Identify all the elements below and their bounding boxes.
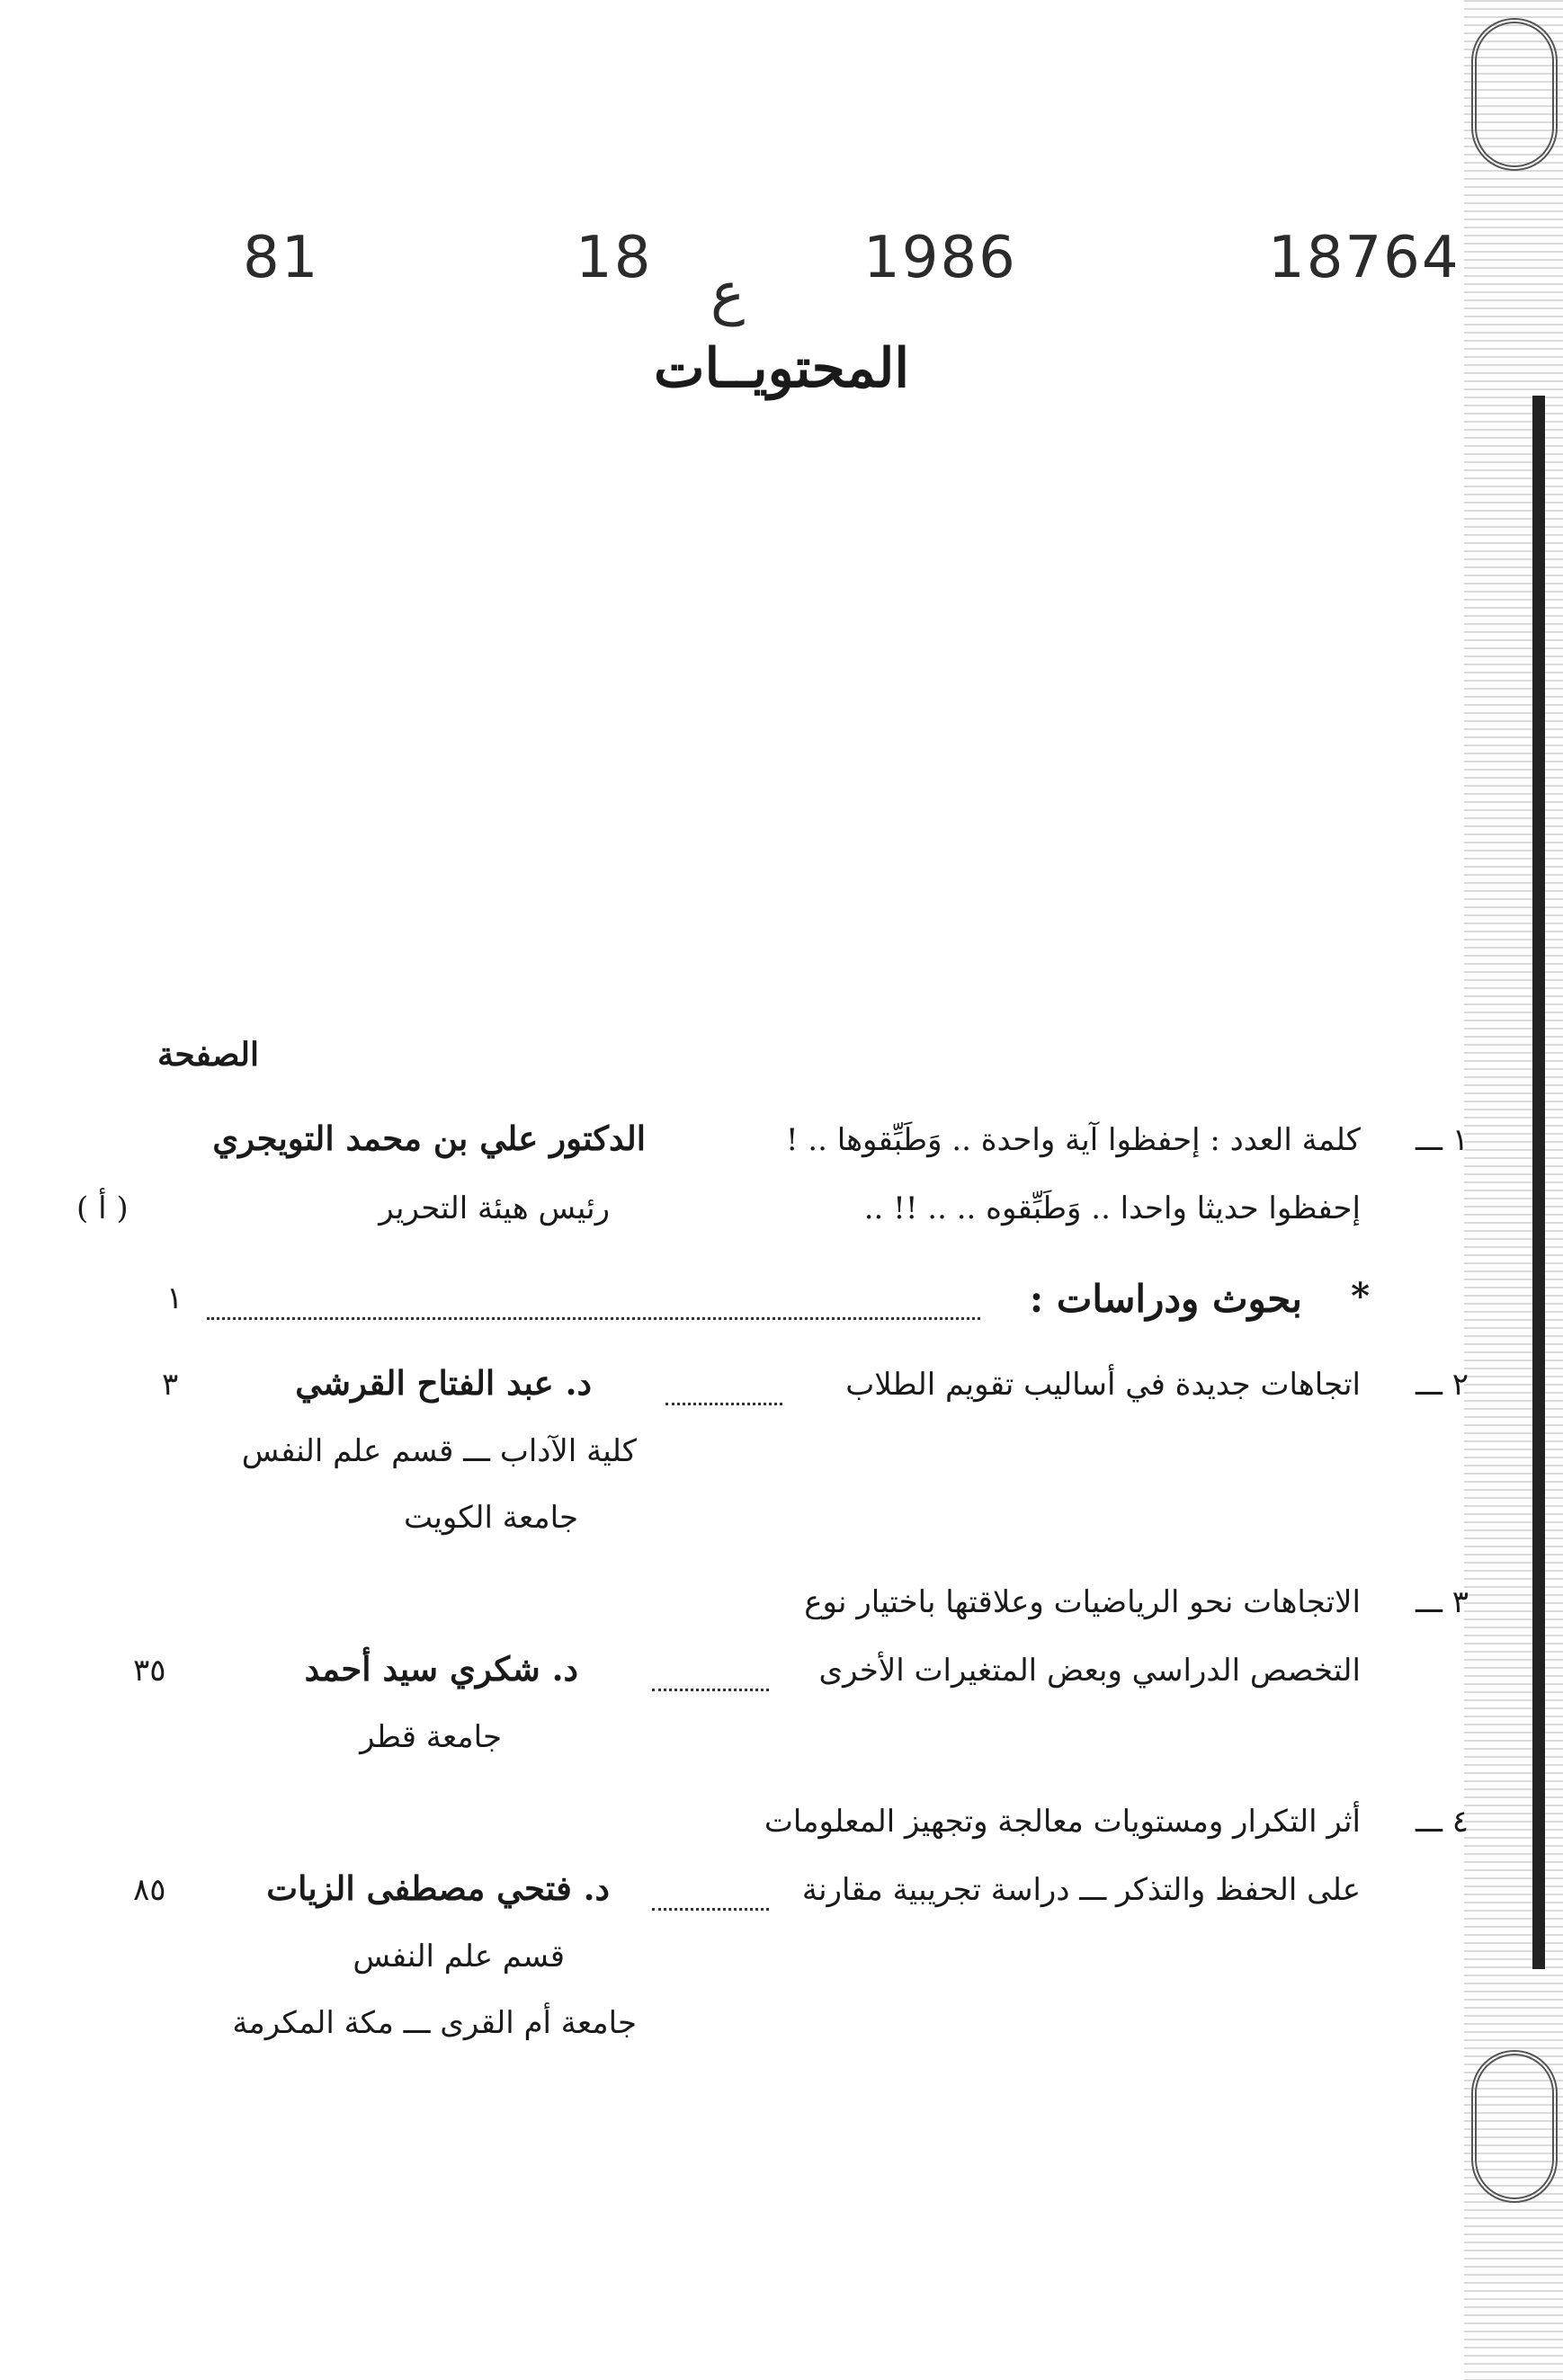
handwritten-number-3: 18 — [576, 225, 653, 291]
entry-3-page: ٣٥ — [133, 1653, 166, 1689]
handwritten-number-1: 18764 — [1268, 225, 1460, 291]
border-ornament-bottom — [1471, 2050, 1558, 2203]
contents-title: المحتويــات — [653, 337, 910, 400]
entry-2-author: د. عبد الفتاح القرشي — [295, 1363, 592, 1403]
entry-1-number: ١ ـــ — [1416, 1122, 1469, 1158]
entry-2-affiliation-1: كلية الآداب ـــ قسم علم النفس — [241, 1433, 637, 1469]
border-ornament-top — [1471, 18, 1558, 171]
entry-4-title-line2: على الحفظ والتذكر ـــ دراسة تجريبية مقارنة — [801, 1872, 1361, 1908]
section-page: ١ — [166, 1280, 183, 1316]
entry-2-leader-dots — [665, 1403, 782, 1405]
section-star: * — [1351, 1275, 1370, 1317]
section-leader-dots — [207, 1317, 980, 1320]
entry-1-title-line1: كلمة العدد : إحفظوا آية واحدة .. وَطَبِّقوها .. ! — [785, 1122, 1361, 1158]
entry-1-author: الدكتور علي بن محمد التويجري — [212, 1119, 646, 1158]
entry-4-affiliation-1: قسم علم النفس — [353, 1939, 565, 1974]
border-bar — [1532, 396, 1545, 1969]
page-column-header: الصفحة — [157, 1036, 259, 1074]
entry-3-leader-dots — [652, 1689, 769, 1691]
entry-3-author: د. شكري سيد أحمد — [304, 1649, 578, 1689]
entry-2-affiliation-2: جامعة الكويت — [403, 1500, 578, 1536]
entry-4-page: ٨٥ — [133, 1872, 166, 1908]
entry-4-title-line1: أثر التكرار ومستويات معالجة وتجهيز المعلومات — [764, 1804, 1361, 1840]
entry-3-affiliation-1: جامعة قطر — [360, 1719, 502, 1755]
entry-3-title-line2: التخصص الدراسي وبعض المتغيرات الأخرى — [818, 1653, 1361, 1689]
entry-1-title-line2: إحفظوا حديثا واحدا .. وَطَبِّقوه .. .. !! .. — [863, 1190, 1361, 1226]
handwritten-letter: ع — [710, 261, 746, 327]
section-heading: بحوث ودراسات : — [1029, 1277, 1302, 1321]
handwritten-number-4: 81 — [243, 225, 320, 291]
entry-4-number: ٤ ـــ — [1416, 1804, 1469, 1840]
entry-2-number: ٢ ـــ — [1416, 1367, 1469, 1403]
entry-3-number: ٣ ـــ — [1416, 1584, 1469, 1620]
entry-4-author: د. فتحي مصطفى الزيات — [266, 1868, 610, 1908]
entry-4-affiliation-2: جامعة أم القرى ـــ مكة المكرمة — [232, 2005, 637, 2041]
entry-1-affiliation: رئيس هيئة التحرير — [379, 1190, 610, 1226]
entry-3-title-line1: الاتجاهات نحو الرياضيات وعلاقتها باختيار نوع — [804, 1584, 1361, 1620]
entry-2-title-line1: اتجاهات جديدة في أساليب تقويم الطلاب — [845, 1367, 1361, 1403]
handwritten-number-2: 1986 — [863, 225, 1017, 291]
entry-4-leader-dots — [652, 1908, 769, 1911]
entry-2-page: ٣ — [162, 1367, 179, 1403]
entry-1-page: ( أ ) — [76, 1190, 129, 1226]
